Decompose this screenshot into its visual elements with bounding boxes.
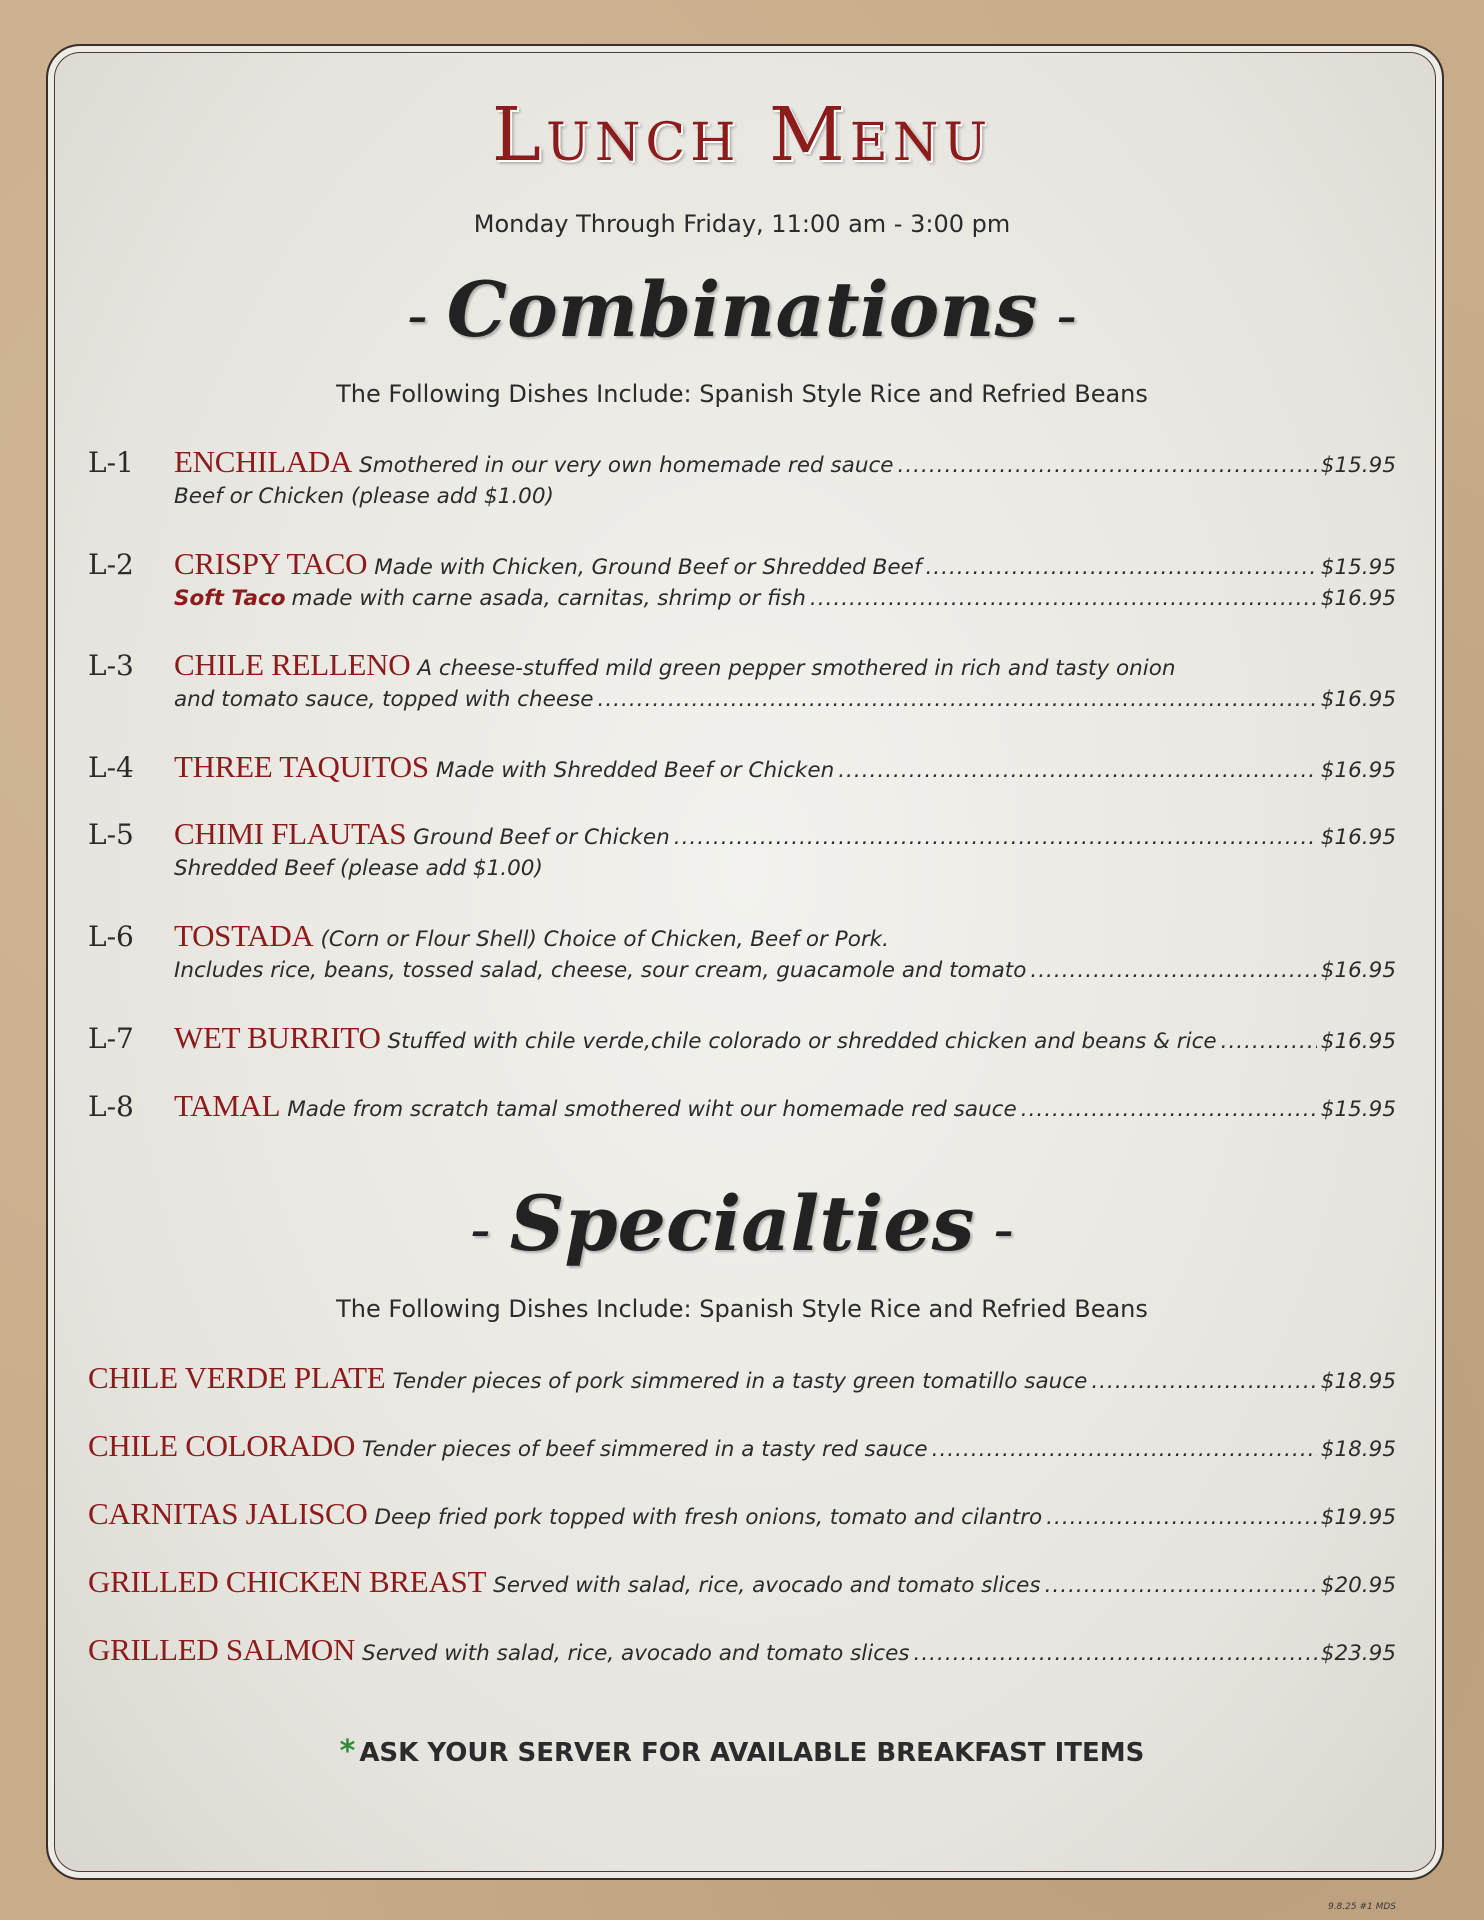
item-name: CHIMI FLAUTAS — [174, 816, 407, 851]
item-name: CRISPY TACO — [174, 546, 368, 581]
item-code: L-3 — [88, 649, 134, 682]
item-desc: Smothered in our very own homemade red sauce — [359, 453, 894, 478]
specialty-item-carnitas — [88, 1496, 1396, 1532]
item-desc: Served with salad, rice, avocado and tomato slices — [493, 1573, 1041, 1598]
menu-title: Lunch Menu — [491, 92, 993, 178]
item-line — [174, 546, 1396, 582]
item-price: $16.95 — [1320, 758, 1396, 783]
item-name: CHILE COLORADO — [88, 1428, 356, 1463]
item-desc: Deep fried pork topped with fresh onions, tomato and cilantro — [374, 1505, 1043, 1530]
specialty-item-grilled-salmon — [88, 1632, 1396, 1668]
item-desc-2: Includes rice, beans, tossed salad, cheese, sour cream, guacamole and tomato — [174, 958, 1027, 983]
item-desc-2: Beef or Chicken (please add $1.00) — [174, 484, 554, 509]
dot-leader — [598, 687, 1317, 712]
item-desc: Tender pieces of beef simmered in a tasty red sauce — [362, 1437, 928, 1462]
specialty-item-grilled-chicken — [88, 1564, 1396, 1600]
item-name: THREE TAQUITOS — [174, 749, 429, 784]
dot-leader — [1046, 1505, 1317, 1530]
item-sub-price: $16.95 — [1320, 586, 1396, 611]
item-price: $15.95 — [1320, 1097, 1396, 1122]
asterisk-icon: * — [339, 1734, 356, 1769]
item-desc: Stuffed with chile verde,chile colorado or shredded chicken and beans & rice — [387, 1029, 1217, 1054]
dot-leader — [1221, 1029, 1317, 1054]
footer-code: 9.8.25 #1 MDS — [1327, 1902, 1396, 1912]
item-sub-name: Soft Taco — [174, 586, 286, 611]
item-desc: Made from scratch tamal smothered wiht our homemade red sauce — [287, 1097, 1017, 1122]
item-code: L-6 — [88, 920, 134, 953]
item-price: $19.95 — [1320, 1505, 1396, 1530]
item-name: CARNITAS JALISCO — [88, 1496, 368, 1531]
dot-leader — [674, 825, 1317, 850]
item-code: L-8 — [88, 1090, 134, 1123]
item-line — [174, 918, 1396, 954]
item-price: $15.95 — [1320, 453, 1396, 478]
item-line — [174, 1088, 1396, 1124]
item-price: $18.95 — [1320, 1437, 1396, 1462]
dot-leader — [925, 555, 1316, 580]
item-line-2 — [174, 484, 1396, 509]
specialties-heading: - Specialties - — [470, 1179, 1014, 1268]
combinations-heading: - Combinations - — [407, 265, 1077, 354]
item-desc: Ground Beef or Chicken — [413, 825, 670, 850]
item-name: CHILE VERDE PLATE — [88, 1360, 386, 1395]
dot-leader — [1045, 1573, 1317, 1598]
dot-leader — [932, 1437, 1317, 1462]
item-code: L-7 — [88, 1022, 134, 1055]
dot-leader — [810, 586, 1317, 611]
item-line — [174, 444, 1396, 480]
item-name: GRILLED SALMON — [88, 1632, 356, 1667]
item-code: L-2 — [88, 548, 134, 581]
item-name: TOSTADA — [174, 918, 314, 953]
specialty-item-chile-verde — [88, 1360, 1396, 1396]
item-line — [174, 1020, 1396, 1056]
breakfast-note — [0, 1734, 1484, 1769]
specialties-heading-text: Specialties — [509, 1179, 975, 1268]
item-line-2 — [174, 958, 1396, 983]
dot-leader — [1091, 1369, 1316, 1394]
item-line-2 — [174, 856, 1396, 881]
item-price: $16.95 — [1320, 1029, 1396, 1054]
item-line — [174, 749, 1396, 785]
item-desc: A cheese-stuffed mild green pepper smothered in rich and tasty onion — [417, 656, 1176, 681]
item-price: $15.95 — [1320, 555, 1396, 580]
item-subline — [174, 586, 1396, 611]
item-sub-desc: made with carne asada, carnitas, shrimp or fish — [291, 586, 806, 611]
item-code: L-4 — [88, 751, 134, 784]
item-price: $23.95 — [1320, 1641, 1396, 1666]
item-line — [174, 647, 1396, 683]
dot-leader — [1021, 1097, 1317, 1122]
item-price: $16.95 — [1320, 958, 1396, 983]
item-desc-2: and tomato sauce, topped with cheese — [174, 687, 594, 712]
specialties-includes: The Following Dishes Include: Spanish Style Rice and Refried Beans — [336, 1295, 1148, 1323]
item-desc: (Corn or Flour Shell) Choice of Chicken, Beef or Pork. — [320, 927, 889, 952]
item-line-2 — [174, 687, 1396, 712]
dot-leader — [838, 758, 1317, 783]
breakfast-note-text: ASK YOUR SERVER FOR AVAILABLE BREAKFAST ITEMS — [359, 1738, 1145, 1768]
item-desc: Served with salad, rice, avocado and tomato slices — [362, 1641, 910, 1666]
item-price: $20.95 — [1320, 1573, 1396, 1598]
item-line — [174, 816, 1396, 852]
dot-leader — [914, 1641, 1317, 1666]
item-name: CHILE RELLENO — [174, 647, 411, 682]
specialty-item-chile-colorado — [88, 1428, 1396, 1464]
item-name: TAMAL — [174, 1088, 281, 1123]
item-desc-2: Shredded Beef (please add $1.00) — [174, 856, 543, 881]
hours-text: Monday Through Friday, 11:00 am - 3:00 pm — [473, 210, 1011, 238]
item-desc: Made with Shredded Beef or Chicken — [435, 758, 835, 783]
item-code: L-1 — [88, 446, 134, 479]
item-desc: Tender pieces of pork simmered in a tasty green tomatillo sauce — [392, 1369, 1088, 1394]
item-desc: Made with Chicken, Ground Beef or Shredded Beef — [374, 555, 922, 580]
item-price: $16.95 — [1320, 825, 1396, 850]
combinations-includes: The Following Dishes Include: Spanish Style Rice and Refried Beans — [336, 380, 1148, 408]
item-name: WET BURRITO — [174, 1020, 381, 1055]
item-code: L-5 — [88, 818, 134, 851]
item-name: GRILLED CHICKEN BREAST — [88, 1564, 487, 1599]
item-name: ENCHILADA — [174, 444, 353, 479]
combinations-heading-text: Combinations — [446, 265, 1038, 354]
dot-leader — [898, 453, 1317, 478]
dot-leader — [1030, 958, 1316, 983]
item-price: $16.95 — [1320, 687, 1396, 712]
item-price: $18.95 — [1320, 1369, 1396, 1394]
